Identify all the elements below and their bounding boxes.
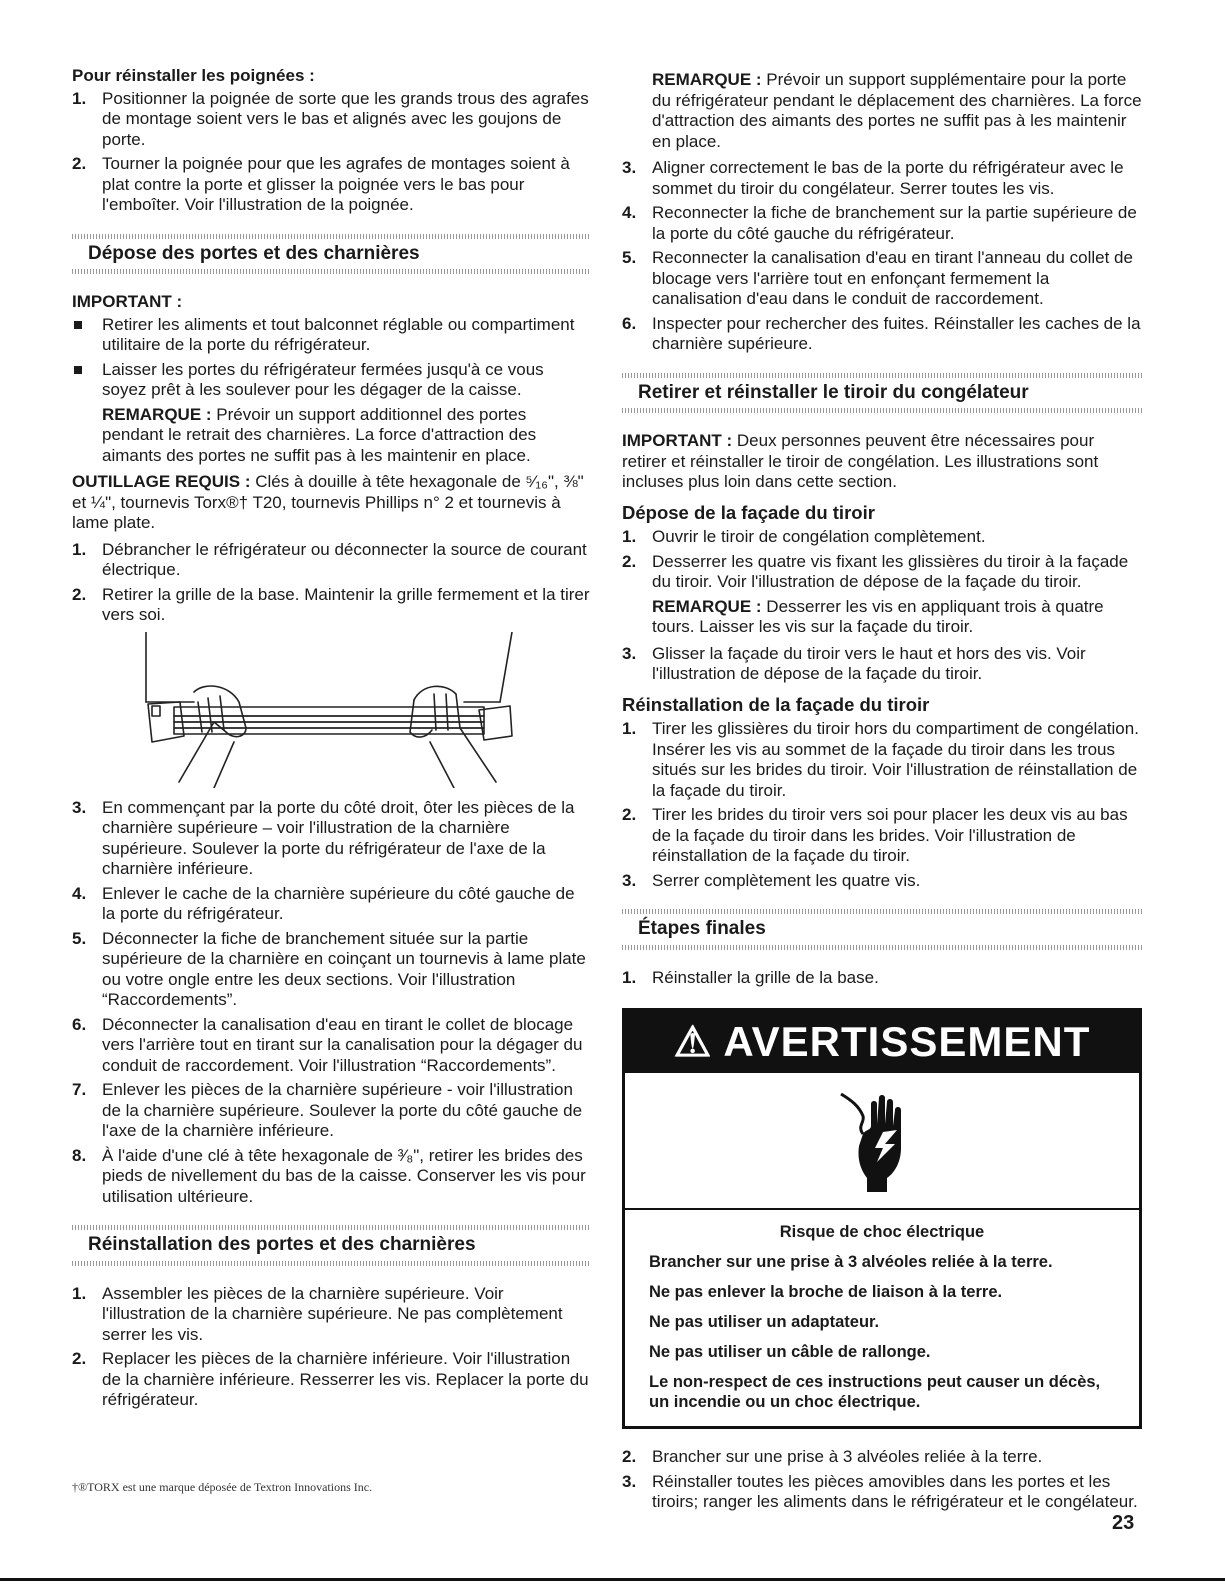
step-text: À l'aide d'une clé à tête hexagonale de ³⁄₈", retirer les brides des pieds de nivellement du bas de la caisse. Conserver les vis pour utilisation ultérieure. bbox=[102, 1145, 586, 1206]
step-text: Brancher sur une prise à 3 alvéoles reliée à la terre. bbox=[652, 1447, 1043, 1466]
step-item bbox=[622, 203, 1142, 244]
section-title: Dépose des portes et des charnières bbox=[88, 242, 420, 264]
front-removal-steps-a bbox=[622, 527, 1142, 593]
important-text: Deux personnes peuvent être nécessaires pour retirer et réinstaller le tiroir de congélation. Les illustrations sont incluses plus loin dans cette section. bbox=[622, 431, 1099, 491]
step-text: Tourner la poignée pour que les agrafes de montages soient à plat contre la porte et glisser la poignée vers le bas pour l'emboîter. Voir l'illustration de la poignée. bbox=[102, 154, 570, 214]
bullet-item bbox=[72, 360, 590, 401]
step-item bbox=[622, 158, 1142, 199]
step-item bbox=[622, 1447, 1142, 1468]
important-bullets bbox=[72, 315, 590, 401]
step-item bbox=[622, 248, 1142, 310]
step-text: Reconnecter la fiche de branchement sur la partie supérieure de la porte du côté gauche du réfrigérateur. bbox=[652, 203, 1137, 243]
removal-steps-b bbox=[72, 798, 590, 1208]
remark bbox=[72, 405, 590, 467]
step-text: Ouvrir le tiroir de congélation complètement. bbox=[652, 527, 986, 546]
step-number: 2. bbox=[622, 805, 637, 824]
step-number: 1. bbox=[622, 719, 637, 738]
step-item bbox=[72, 1080, 590, 1142]
step-number: 3. bbox=[72, 797, 87, 817]
right-column bbox=[622, 66, 1142, 1517]
step-number: 1. bbox=[622, 527, 637, 546]
section-drawer bbox=[622, 365, 1142, 422]
warning-banner-text: AVERTISSEMENT bbox=[723, 1018, 1091, 1065]
step-text: Déconnecter la canalisation d'eau en tirant le collet de blocage vers l'arrière tout en tirant sur la canalisation pour la dégager du conduit de raccordement. Voir l'illustration “Raccordements”. bbox=[102, 1014, 583, 1075]
step-item bbox=[622, 314, 1142, 355]
step-number: 2. bbox=[622, 551, 637, 571]
hatch-rule bbox=[622, 408, 1142, 413]
remark-text: Desserrer les vis en appliquant trois à quatre tours. Laisser les vis sur la façade du tiroir. bbox=[652, 596, 1104, 636]
bullet-square-icon bbox=[74, 321, 82, 329]
step-item bbox=[622, 805, 1142, 867]
warning-banner bbox=[625, 1011, 1139, 1073]
step-number: 2. bbox=[72, 1349, 87, 1368]
step-text: Glisser la façade du tiroir vers le haut et hors des vis. Voir l'illustration de dépose de la façade du tiroir. bbox=[652, 643, 1086, 683]
remark-label: REMARQUE : bbox=[102, 404, 212, 424]
step-number: 6. bbox=[72, 1014, 87, 1034]
step-item bbox=[72, 798, 590, 880]
step-number: 8. bbox=[72, 1145, 87, 1165]
step-text: Aligner correctement le bas de la porte du réfrigérateur avec le sommet du tiroir du congélateur. Serrer toutes les vis. bbox=[652, 158, 1124, 198]
bottom-rule bbox=[0, 1578, 1225, 1581]
bullet-item bbox=[72, 315, 590, 356]
step-text: Déconnecter la fiche de branchement située sur la partie supérieure de la charnière en coinçant un tournevis à lame plate ou votre ongle entre les deux sections. Voir l'illustration “Raccordements”. bbox=[102, 928, 586, 1009]
removal-steps-a bbox=[72, 540, 590, 626]
step-number: 2. bbox=[72, 154, 87, 173]
step-text: Tirer les glissières du tiroir hors du compartiment de congélation. Insérer les vis au sommet de la façade du tiroir dans les trous situés sur les brides du tiroir. Voir l'illustration de réinstallation de la façade du tiroir. bbox=[652, 719, 1139, 800]
section-title: Réinstallation des portes et des charnières bbox=[88, 1234, 476, 1255]
step-text: Desserrer les quatre vis fixant les glissières du tiroir à la façade du tiroir. Voir l'illustration de dépose de la façade du tiroir. bbox=[652, 551, 1129, 591]
remark bbox=[622, 70, 1142, 152]
step-number: 7. bbox=[72, 1080, 87, 1099]
step-number: 3. bbox=[622, 1471, 637, 1491]
bullet-text: Laisser les portes du réfrigérateur fermées jusqu'à ce vous soyez prêt à les soulever pour les dégager de la caisse. bbox=[102, 359, 544, 399]
step-item bbox=[72, 540, 590, 581]
section-removal bbox=[72, 226, 590, 283]
step-number: 3. bbox=[622, 870, 637, 890]
step-item bbox=[72, 154, 590, 216]
step-text: Positionner la poignée de sorte que les grands trous des agrafes de montage soient vers le bas et alignés avec les goujons de porte. bbox=[102, 88, 589, 149]
step-item bbox=[622, 968, 1142, 989]
front-reinstall-steps bbox=[622, 719, 1142, 891]
section-title: Étapes finales bbox=[638, 918, 766, 939]
step-text: Enlever les pièces de la charnière supérieure - voir l'illustration de la charnière supérieure. Soulever la porte du côté gauche de l'axe de la charnière inférieure. bbox=[102, 1080, 583, 1140]
hatch-rule bbox=[622, 945, 1142, 950]
step-text: Assembler les pièces de la charnière supérieure. Voir l'illustration de la charnière supérieure. Ne pas complètement serrer les vis. bbox=[102, 1283, 563, 1344]
step-text: Réinstaller la grille de la base. bbox=[652, 967, 879, 987]
step-item bbox=[622, 552, 1142, 593]
remark-label: REMARQUE : bbox=[652, 70, 762, 89]
step-number: 6. bbox=[622, 313, 637, 333]
step-item bbox=[72, 1349, 590, 1411]
important-heading: IMPORTANT : bbox=[72, 292, 183, 311]
tools-text: Clés à douille à tête hexagonale de ⁵⁄₁₆", ⅜" et ¼", tournevis Torx®† T20, tournevis Phillips n° 2 et tournevis à lame plate. bbox=[72, 472, 584, 532]
bullet-square-icon bbox=[74, 366, 82, 374]
warning-line: Ne pas utiliser un adaptateur. bbox=[649, 1313, 880, 1331]
hands-grille-illustration-icon bbox=[134, 632, 514, 788]
step-number: 1. bbox=[72, 1283, 87, 1303]
step-item bbox=[72, 929, 590, 1011]
step-item bbox=[622, 527, 1142, 548]
final-steps-a bbox=[622, 968, 1142, 989]
section-reinstall bbox=[72, 1217, 590, 1274]
step-text: Enlever le cache de la charnière supérieure du côté gauche de la porte du réfrigérateur. bbox=[102, 883, 575, 923]
warning-risk: Risque de choc électrique bbox=[779, 1223, 985, 1241]
reinstall-steps bbox=[72, 1284, 590, 1411]
step-number: 3. bbox=[622, 643, 637, 663]
front-reinstall-heading: Réinstallation de la façade du tiroir bbox=[622, 693, 930, 715]
warning-line: Le non-respect de ces instructions peut causer un décès, un incendie ou un choc électrique. bbox=[649, 1373, 1101, 1411]
step-number: 1. bbox=[72, 539, 87, 559]
front-removal-steps-b bbox=[622, 644, 1142, 685]
warning-triangle-icon: ⚠ bbox=[673, 1018, 713, 1065]
step-item bbox=[622, 871, 1142, 892]
step-number: 4. bbox=[622, 203, 637, 222]
step-number: 1. bbox=[622, 967, 637, 987]
step-number: 5. bbox=[72, 928, 87, 948]
reinstall-steps-cont bbox=[622, 158, 1142, 355]
step-item bbox=[622, 719, 1142, 801]
left-column bbox=[72, 66, 590, 1415]
step-number: 3. bbox=[622, 158, 637, 177]
warning-body bbox=[625, 1210, 1139, 1426]
step-text: Tirer les brides du tiroir vers soi pour placer les deux vis au bas de la façade du tiroir dans les brides. Voir l'illustration de réinstallation de la façade du tiroir. bbox=[652, 805, 1128, 865]
front-removal-heading: Dépose de la façade du tiroir bbox=[622, 501, 875, 523]
handles-heading: Pour réinstaller les poignées : bbox=[72, 66, 315, 85]
step-text: Débrancher le réfrigérateur ou déconnecter la source de courant électrique. bbox=[102, 539, 587, 579]
step-number: 1. bbox=[72, 88, 87, 108]
step-item bbox=[72, 1146, 590, 1208]
step-number: 2. bbox=[72, 584, 87, 604]
tools-label: OUTILLAGE REQUIS : bbox=[72, 472, 251, 491]
final-steps-b bbox=[622, 1447, 1142, 1513]
step-number: 2. bbox=[622, 1447, 637, 1466]
hatch-rule bbox=[72, 269, 590, 274]
step-item bbox=[622, 644, 1142, 685]
step-text: Reconnecter la canalisation d'eau en tirant l'anneau du collet de blocage vers l'arrière tout en enfonçant fermement la canalisation d'eau dans le conduit de raccordement. bbox=[652, 248, 1133, 308]
warning-line: Brancher sur une prise à 3 alvéoles reliée à la terre. bbox=[649, 1253, 1053, 1271]
step-text: Réinstaller toutes les pièces amovibles dans les portes et les tiroirs; ranger les aliments dans le réfrigérateur et le congélateur. bbox=[652, 1471, 1138, 1511]
remark-text: Prévoir un support supplémentaire pour la porte du réfrigérateur pendant le déplacement des charnières. La force d'attraction des aimants des portes ne suffit pas à les maintenir en place. bbox=[652, 70, 1142, 151]
warning-line: Ne pas utiliser un câble de rallonge. bbox=[649, 1343, 931, 1361]
warning-line: Ne pas enlever la broche de liaison à la terre. bbox=[649, 1283, 1003, 1301]
handles-steps bbox=[72, 89, 590, 216]
section-final bbox=[622, 901, 1142, 958]
tools-required bbox=[72, 472, 590, 534]
page-number: 23 bbox=[1112, 1512, 1135, 1534]
step-item bbox=[72, 1015, 590, 1077]
step-text: En commençant par la porte du côté droit, ôter les pièces de la charnière supérieure – voir l'illustration de la charnière supérieure. Soulever la porte du réfrigérateur de l'axe de la charnière inférieure. bbox=[102, 797, 575, 878]
step-item bbox=[622, 1472, 1142, 1513]
step-item bbox=[72, 1284, 590, 1346]
remark-label: REMARQUE : bbox=[652, 596, 762, 616]
step-number: 4. bbox=[72, 883, 87, 903]
base-grille-illustration bbox=[72, 632, 590, 790]
step-item bbox=[72, 884, 590, 925]
step-text: Serrer complètement les quatre vis. bbox=[652, 870, 921, 890]
step-item bbox=[72, 89, 590, 151]
step-item bbox=[72, 585, 590, 626]
hatch-rule bbox=[72, 1261, 590, 1266]
step-text: Inspecter pour rechercher des fuites. Réinstaller les caches de la charnière supérieure. bbox=[652, 313, 1141, 353]
warning-box bbox=[622, 1008, 1142, 1429]
step-text: Retirer la grille de la base. Maintenir la grille fermement et la tirer vers soi. bbox=[102, 584, 590, 624]
step-number: 5. bbox=[622, 248, 637, 267]
section-title: Retirer et réinstaller le tiroir du congélateur bbox=[638, 381, 1029, 403]
important-label: IMPORTANT : bbox=[622, 431, 733, 450]
electric-shock-hand-icon bbox=[625, 1073, 1139, 1210]
bullet-text: Retirer les aliments et tout balconnet réglable ou compartiment utilitaire de la porte du réfrigérateur. bbox=[102, 314, 575, 354]
step-text: Replacer les pièces de la charnière inférieure. Voir l'illustration de la charnière inférieure. Resserrer les vis. Replacer la porte du réfrigérateur. bbox=[102, 1349, 589, 1409]
drawer-important bbox=[622, 431, 1142, 493]
front-remark bbox=[622, 597, 1142, 638]
footnote: †®TORX est une marque déposée de Textron Innovations Inc. bbox=[72, 1480, 373, 1494]
remark-text: Prévoir un support additionnel des portes pendant le retrait des charnières. La force d'attraction des aimants des portes ne suffit pas à les maintenir en place. bbox=[102, 404, 537, 465]
